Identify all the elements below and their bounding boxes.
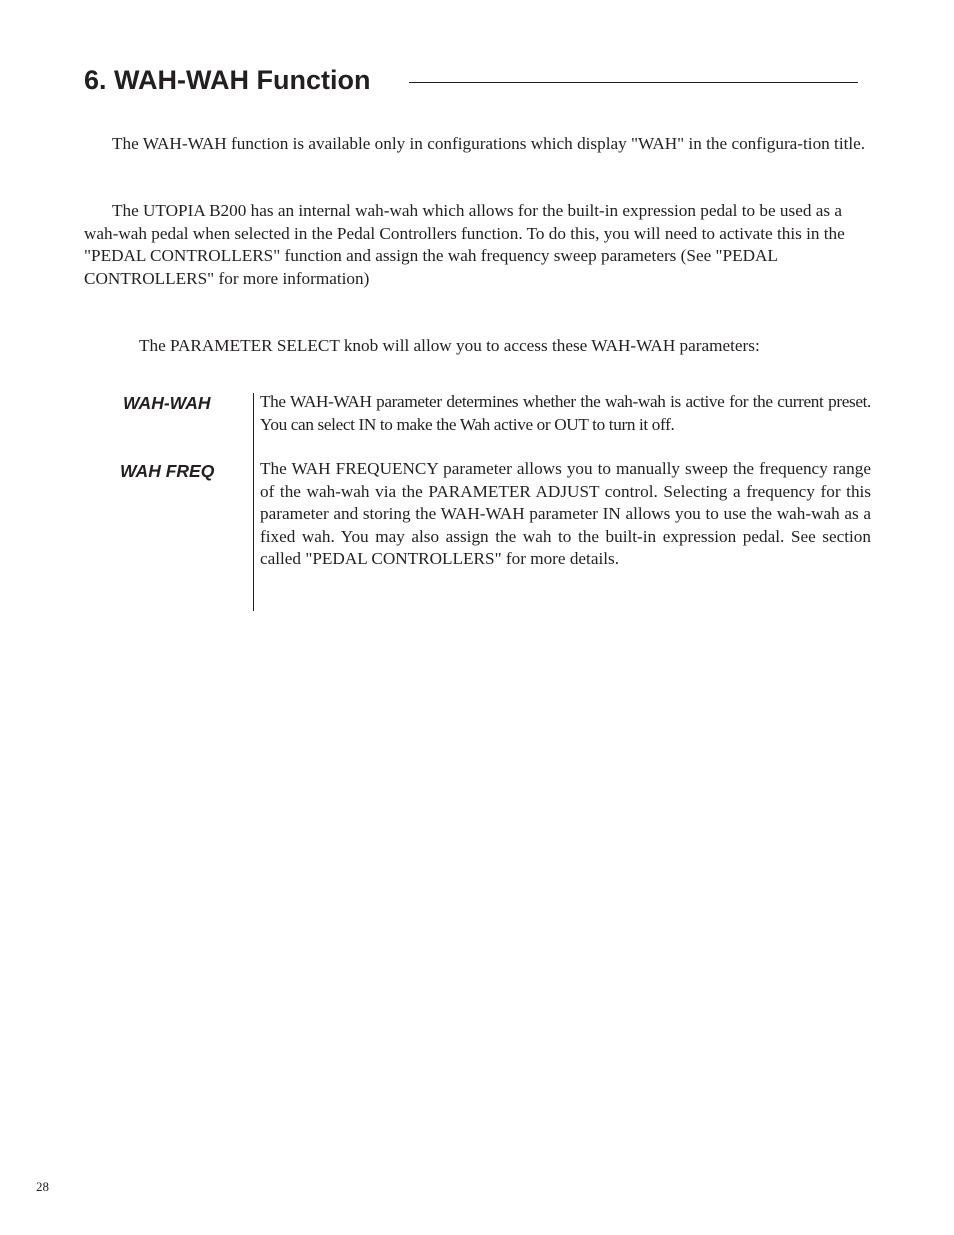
parameter-term-wah-freq: WAH FREQ	[120, 461, 215, 481]
heading-rule	[409, 82, 858, 83]
availability-paragraph: The WAH-WAH function is available only in configurations which display "WAH" in the configura-tion title.	[112, 134, 866, 153]
parameter-term-wah-wah: WAH-WAH	[123, 393, 211, 413]
parameter-divider	[253, 393, 254, 611]
intro-paragraph: The UTOPIA B200 has an internal wah-wah which allows for the built-in expression pedal to be used as a wah-wah pedal when selected in the Pedal Controllers function. To do this, you will need to activate this in the "PEDAL CONTROLLERS" function and assign the wah frequency sweep parameters (See "PEDAL CONTROLLERS" for more information)	[84, 201, 845, 288]
parameter-description-wah-wah: The WAH-WAH parameter determines whether the wah-wah is active for the current preset. You can select IN to make the Wah active or OUT to turn it off.	[260, 392, 871, 434]
section-title: 6. WAH-WAH Function	[84, 65, 371, 95]
parameter-select-paragraph: The PARAMETER SELECT knob will allow you to access these WAH-WAH parameters:	[139, 336, 760, 355]
parameter-description-wah-freq: The WAH FREQUENCY parameter allows you to manually sweep the frequency range of the wah-wah via the PARAMETER ADJUST control. Selecting a frequency for this parameter and storing the WAH-WAH parameter IN allows you to use the wah-wah as a fixed wah. You may also assign the wah to the built-in expression pedal. See section called "PEDAL CONTROLLERS" for more details.	[260, 459, 871, 569]
page-number: 28	[36, 1179, 49, 1194]
